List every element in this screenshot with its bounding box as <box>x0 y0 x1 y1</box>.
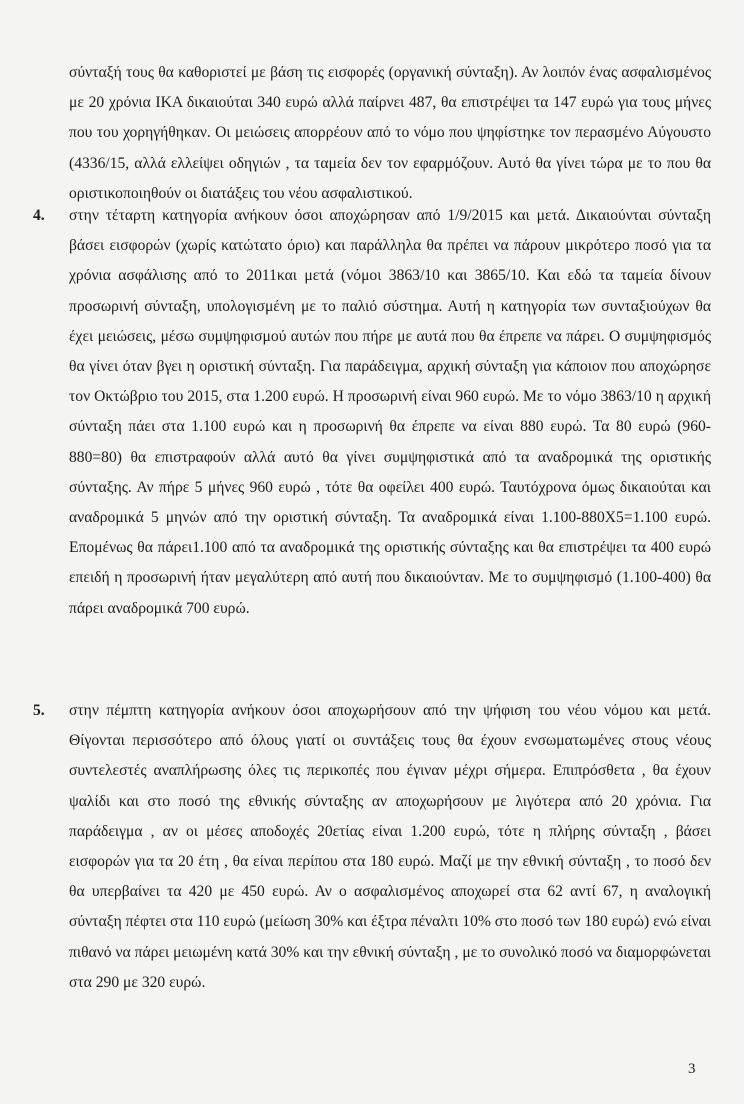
list-item-number: 5. <box>33 702 45 719</box>
list-item-text: στην πέμπτη κατηγορία ανήκουν όσοι αποχωρήσουν από την ψήφιση του νέου νόμου και μετά. Θίγονται περισσότερο από όλους γιατί οι συντάξεις τους θα έχουν ενσωματωμένες στους νέους συντελεστές αναπλήρωσης όλες τις περικοπές που έγιναν μέχρι σήμερα. Επιπρόσθετα , θα έχουν ψαλίδι και στο ποσό της εθνικής σύνταξης αν αποχωρήσουν με λιγότερα από 20 χρόνια. Για παράδειγμα , αν οι μέσες αποδοχές 20ετίας είναι 1.200 ευρώ, τότε η πλήρης σύνταξη , βάσει εισφορών για τα 20 έτη , θα είναι περίπου στα 180 ευρώ. Μαζί με την εθνική σύνταξη , το ποσό δεν θα υπερβαίνει τα 420 με 450 ευρώ. Αν ο ασφαλισμένος αποχωρεί στα 62 αντί 67, η αναλογική σύνταξη πέφτει στα 110 ευρώ (μείωση 30% και έξτρα πέναλτι 10% στο ποσό των 180 ευρώ) ενώ είναι πιθανό να πάρει μειωμένη κατά 30% και την εθνική σύνταξη , με το συνολικό ποσό να διαμορφώνεται στα 290 με 320 ευρώ. <box>69 702 711 991</box>
list-item-5 <box>33 696 711 998</box>
list-item-4 <box>33 201 711 624</box>
page-number: 3 <box>688 1061 696 1077</box>
list-item-text: στην τέταρτη κατηγορία ανήκουν όσοι αποχώρησαν από 1/9/2015 και μετά. Δικαιούνται σύνταξη βάσει εισφορών (χωρίς κατώτατο όριο) και παράλληλα θα πρέπει να πάρουν μικρότερο ποσό για τα χρόνια ασφάλισης από το 2011και μετά (νόμοι 3863/10 και 3865/10. Και εδώ τα ταμεία δίνουν προσωρινή σύνταξη, υπολογισμένη με το παλιό σύστημα. Αυτή η κατηγορία των συνταξιούχων θα έχει μειώσεις, μέσω συμψηφισμού αυτών που πήρε με αυτά που θα έπρεπε να πάρει. Ο συμψηφισμός θα γίνει όταν βγει η οριστική σύνταξη. Για παράδειγμα, αρχική σύνταξη για κάποιον που αποχώρησε τον Οκτώβριο του 2015, στα 1.200 ευρώ. Η προσωρινή είναι 960 ευρώ. Με το νόμο 3863/10 η αρχική σύνταξη πάει στα 1.100 ευρώ και η προσωρινή θα έπρεπε να είναι 880 ευρώ. Τα 80 ευρώ (960-880=80) θα επιστραφούν αλλά αυτό θα γίνει συμψηφιστικά από τα αναδρομικά της οριστικής σύνταξης. Αν πήρε 5 μήνες 960 ευρώ , τότε θα οφείλει 400 ευρώ. Ταυτόχρονα όμως δικαιούται και αναδρομικά 5 μηνών από την οριστική σύνταξη. Τα αναδρομικά είναι 1.100-880Χ5=1.100 ευρώ. Επομένως θα πάρει1.100 από τα αναδρομικά της οριστικής σύνταξης και θα επιστρέψει τα 400 ευρώ επειδή η προσωρινή ήταν μεγαλύτερη από αυτή που δικαιούνταν. Με το συμψηφισμό (1.100-400) θα πάρει αναδρομικά 700 ευρώ. <box>69 207 711 617</box>
continuation-paragraph: σύνταξή τους θα καθοριστεί με βάση τις εισφορές (οργανική σύνταξη). Αν λοιπόν ένας ασφαλισμένος με 20 χρόνια ΙΚΑ δικαιούται 340 ευρώ αλλά παίρνει 487, θα επιστρέψει τα 147 ευρώ για τους μήνες που του χορηγήθηκαν. Οι μειώσεις απορρέουν από το νόμο που ψηφίστηκε τον περασμένο Αύγουστο (4336/15, αλλά ελλείψει οδηγιών , τα ταμεία δεν τον εφαρμόζουν. Αυτό θα γίνει τώρα με το που θα οριστικοποιηθούν οι διατάξεις του νέου ασφαλιστικού. <box>69 64 711 202</box>
list-item-number: 4. <box>33 207 45 224</box>
